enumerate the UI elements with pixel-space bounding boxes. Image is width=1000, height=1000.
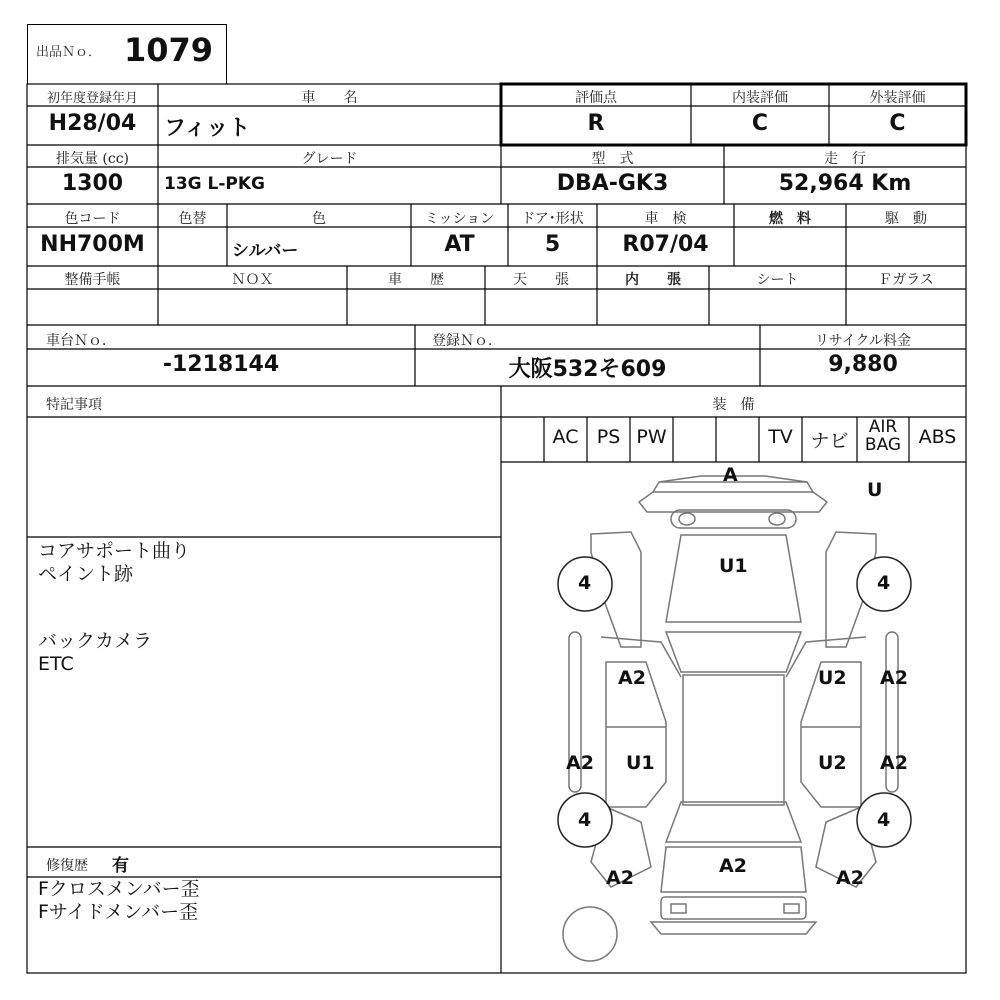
color-label: 色: [312, 211, 326, 227]
repair-value: 有: [112, 856, 129, 876]
recycle-label: リサイクル料金: [814, 333, 912, 349]
mark-front-bumper: A: [723, 464, 738, 486]
drive-label: 駆 動: [885, 211, 927, 227]
color-code-value: NH700M: [40, 232, 145, 257]
notes-label: 特記事項: [46, 397, 102, 413]
equipment-tv: TV: [768, 426, 793, 448]
mark-tire-rl: 4: [578, 809, 592, 831]
interior-trim-label: 内 張: [625, 272, 681, 288]
reg-year-value: H28/04: [48, 111, 137, 136]
notes-text-1: コアサポート曲り ペイント跡: [38, 540, 191, 585]
repair-text: Fクロスメンバー歪 Fサイドメンバー歪: [38, 878, 200, 923]
lot-number: 1079: [124, 31, 214, 69]
displacement-label: 排気量 (cc): [55, 151, 130, 167]
equipment-label: 装 備: [712, 397, 755, 413]
model-value: DBA-GK3: [556, 171, 669, 196]
equipment-ps: PS: [596, 426, 621, 448]
chassis-label: 車台Ｎｏ．: [46, 333, 116, 349]
equipment-navi: ナビ: [810, 430, 849, 452]
mark-right-rear-door: U2: [818, 752, 847, 774]
inspection-label: 車 検: [644, 211, 687, 227]
service-book-label: 整備手帳: [64, 272, 121, 288]
seat-label: シート: [756, 272, 799, 288]
equipment-pw: PW: [636, 426, 667, 448]
fuel-label: 燃 料: [769, 211, 811, 227]
mark-rear-left: A2: [606, 867, 634, 889]
mark-left-rear-door: U1: [626, 752, 655, 774]
lot-label: 出品Ｎｏ．: [36, 45, 102, 60]
interior-value: C: [751, 111, 769, 136]
mark-right-front-door: U2: [818, 667, 847, 689]
plate-value: 大阪532そ609: [508, 357, 667, 382]
score-label: 評価点: [575, 90, 617, 106]
history-label: 車 歴: [388, 272, 444, 288]
nox-label: ＮＯＸ: [231, 272, 274, 288]
mark-rear-right: A2: [836, 867, 864, 889]
score-value: R: [587, 111, 605, 136]
interior-label: 内装評価: [732, 90, 788, 106]
reg-year-label: 初年度登録年月: [46, 91, 138, 106]
mark-trunk: A2: [719, 855, 747, 877]
chassis-value: -1218144: [162, 352, 280, 377]
inspection-value: R07/04: [622, 232, 709, 257]
equipment-airbag: AIR BAG: [864, 417, 902, 455]
exterior-value: C: [889, 111, 906, 136]
grade-label: グレード: [301, 151, 358, 167]
equipment-abs: ABS: [918, 426, 957, 448]
equipment-ac: AC: [552, 426, 579, 448]
color-value: シルバー: [232, 241, 299, 261]
recycle-value: 9,880: [828, 352, 898, 377]
model-label: 型 式: [591, 151, 634, 167]
mark-hood: U1: [719, 555, 748, 577]
mileage-label: 走 行: [824, 151, 866, 167]
mission-value: AT: [444, 232, 475, 257]
car-diagram: [501, 462, 966, 973]
mark-tire-rr: 4: [877, 809, 891, 831]
door-label: ドア･形状: [521, 211, 584, 227]
mark-right-fender: A2: [880, 667, 908, 689]
displacement-value: 1300: [61, 171, 124, 196]
plate-label: 登録Ｎｏ．: [432, 333, 502, 349]
mark-tire-fl: 4: [578, 572, 592, 594]
exterior-label: 外装評価: [869, 90, 926, 106]
grade-value: 13G L-PKG: [164, 174, 266, 194]
glass-label: Ｆガラス: [878, 272, 934, 288]
mark-top-right: U: [867, 479, 883, 501]
recolor-label: 色替: [178, 211, 207, 227]
door-value: 5: [544, 232, 561, 257]
repair-label: 修復歴: [46, 858, 88, 874]
mark-left-front-door: A2: [618, 667, 646, 689]
mark-left-rocker: A2: [566, 752, 594, 774]
car-name-label: 車 名: [301, 90, 358, 106]
color-code-label: 色コード: [64, 211, 121, 227]
mark-right-quarter: A2: [880, 752, 908, 774]
mileage-value: 52,964 Km: [778, 171, 912, 196]
mission-label: ミッション: [424, 211, 495, 227]
car-name-value: フィット: [164, 116, 251, 141]
roof-label: 天 張: [513, 272, 569, 288]
mark-tire-fr: 4: [877, 572, 891, 594]
notes-text-2: バックカメラ ETC: [38, 630, 153, 675]
